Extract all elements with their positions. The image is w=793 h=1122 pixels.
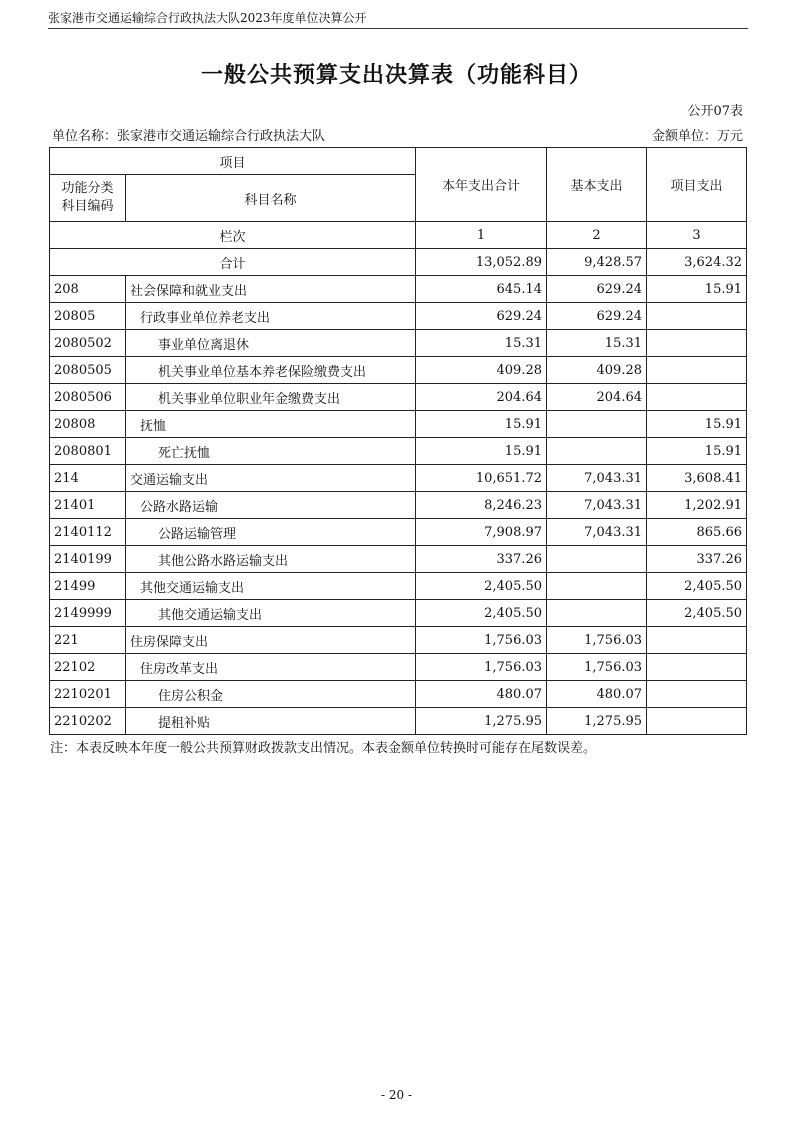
table-row	[50, 654, 747, 681]
subject-code: 2080506	[50, 384, 126, 411]
basic-amount	[547, 573, 647, 600]
project-amount	[647, 330, 747, 357]
basic-amount: 7,043.31	[547, 465, 647, 492]
subject-name: 事业单位离退休	[126, 330, 416, 357]
project-amount	[647, 654, 747, 681]
table-row	[50, 384, 747, 411]
subject-name: 抚恤	[126, 411, 416, 438]
table-row	[50, 708, 747, 735]
header-basic: 基本支出	[547, 148, 647, 222]
table-row	[50, 492, 747, 519]
basic-amount: 480.07	[547, 681, 647, 708]
project-amount: 15.91	[647, 411, 747, 438]
project-amount: 865.66	[647, 519, 747, 546]
unit-name: 单位名称：张家港市交通运输综合行政执法大队	[52, 129, 326, 144]
table-row	[50, 411, 747, 438]
total-amount: 204.64	[416, 384, 547, 411]
project-amount: 2,405.50	[647, 600, 747, 627]
column-number-row	[50, 222, 747, 249]
subject-name: 死亡抚恤	[126, 438, 416, 465]
project-amount: 337.26	[647, 546, 747, 573]
basic-amount	[547, 411, 647, 438]
project-amount: 2,405.50	[647, 573, 747, 600]
column-number-1: 1	[416, 222, 547, 249]
table-row	[50, 330, 747, 357]
basic-amount	[547, 600, 647, 627]
total-amount: 645.14	[416, 276, 547, 303]
total-amount: 8,246.23	[416, 492, 547, 519]
header-function-code: 功能分类科目编码	[50, 175, 126, 222]
amount-unit: 金额单位：万元	[651, 129, 743, 144]
project-amount	[647, 357, 747, 384]
subject-name: 其他公路水路运输支出	[126, 546, 416, 573]
subject-name: 交通运输支出	[126, 465, 416, 492]
sum-total: 13,052.89	[416, 249, 547, 276]
column-number-3: 3	[647, 222, 747, 249]
subject-code: 2149999	[50, 600, 126, 627]
table-row	[50, 276, 747, 303]
total-amount: 2,405.50	[416, 573, 547, 600]
subject-code: 2080502	[50, 330, 126, 357]
header-rule	[48, 28, 748, 29]
table-number: 公开07表	[687, 104, 743, 119]
project-amount: 15.91	[647, 276, 747, 303]
running-header: 张家港市交通运输综合行政执法大队2023年度单位决算公开	[48, 11, 367, 25]
sum-project: 3,624.32	[647, 249, 747, 276]
subject-code: 20805	[50, 303, 126, 330]
subject-code: 2140199	[50, 546, 126, 573]
basic-amount	[547, 438, 647, 465]
sum-label: 合计	[50, 249, 416, 276]
subject-name: 公路运输管理	[126, 519, 416, 546]
table-row	[50, 546, 747, 573]
table-row	[50, 627, 747, 654]
table-row	[50, 303, 747, 330]
basic-amount: 629.24	[547, 303, 647, 330]
project-amount: 3,608.41	[647, 465, 747, 492]
basic-amount: 409.28	[547, 357, 647, 384]
basic-amount: 7,043.31	[547, 492, 647, 519]
subject-code: 2140112	[50, 519, 126, 546]
basic-amount	[547, 546, 647, 573]
subject-name: 提租补贴	[126, 708, 416, 735]
subject-name: 住房公积金	[126, 681, 416, 708]
basic-amount: 1,756.03	[547, 627, 647, 654]
page-number: - 20 -	[380, 1088, 412, 1102]
subject-code: 21499	[50, 573, 126, 600]
project-amount	[647, 681, 747, 708]
project-amount: 1,202.91	[647, 492, 747, 519]
table-row	[50, 600, 747, 627]
basic-amount: 629.24	[547, 276, 647, 303]
total-amount: 409.28	[416, 357, 547, 384]
total-amount: 15.91	[416, 411, 547, 438]
total-amount: 1,756.03	[416, 627, 547, 654]
subject-name: 社会保障和就业支出	[126, 276, 416, 303]
total-amount: 1,756.03	[416, 654, 547, 681]
basic-amount: 15.31	[547, 330, 647, 357]
subject-code: 2080801	[50, 438, 126, 465]
table-row	[50, 357, 747, 384]
page-title: 一般公共预算支出决算表（功能科目）	[200, 63, 592, 88]
column-number-2: 2	[547, 222, 647, 249]
total-amount: 7,908.97	[416, 519, 547, 546]
table-row	[50, 519, 747, 546]
subject-name: 公路水路运输	[126, 492, 416, 519]
total-amount: 2,405.50	[416, 600, 547, 627]
basic-amount: 1,275.95	[547, 708, 647, 735]
header-project: 项目	[50, 148, 416, 175]
subject-code: 214	[50, 465, 126, 492]
total-amount: 480.07	[416, 681, 547, 708]
subject-code: 2080505	[50, 357, 126, 384]
column-label: 栏次	[50, 222, 416, 249]
project-amount	[647, 627, 747, 654]
subject-name: 机关事业单位职业年金缴费支出	[126, 384, 416, 411]
sum-basic: 9,428.57	[547, 249, 647, 276]
header-subject-name: 科目名称	[126, 175, 416, 222]
table-row	[50, 573, 747, 600]
subject-name: 其他交通运输支出	[126, 600, 416, 627]
total-amount: 10,651.72	[416, 465, 547, 492]
basic-amount: 1,756.03	[547, 654, 647, 681]
subject-name: 住房改革支出	[126, 654, 416, 681]
total-amount: 629.24	[416, 303, 547, 330]
sum-row	[50, 249, 747, 276]
subject-code: 221	[50, 627, 126, 654]
header-project-expenditure: 项目支出	[647, 148, 747, 222]
subject-name: 其他交通运输支出	[126, 573, 416, 600]
project-amount: 15.91	[647, 438, 747, 465]
project-amount	[647, 384, 747, 411]
project-amount	[647, 303, 747, 330]
footnote: 注：本表反映本年度一般公共预算财政拨款支出情况。本表金额单位转换时可能存在尾数误差。	[50, 741, 597, 756]
subject-name: 行政事业单位养老支出	[126, 303, 416, 330]
subject-name: 机关事业单位基本养老保险缴费支出	[126, 357, 416, 384]
total-amount: 15.91	[416, 438, 547, 465]
table-row	[50, 438, 747, 465]
subject-code: 22102	[50, 654, 126, 681]
subject-code: 208	[50, 276, 126, 303]
header-row-1	[50, 148, 747, 175]
header-total: 本年支出合计	[416, 148, 547, 222]
subject-code: 20808	[50, 411, 126, 438]
total-amount: 337.26	[416, 546, 547, 573]
subject-code: 2210202	[50, 708, 126, 735]
total-amount: 15.31	[416, 330, 547, 357]
subject-code: 21401	[50, 492, 126, 519]
table-row	[50, 465, 747, 492]
total-amount: 1,275.95	[416, 708, 547, 735]
subject-name: 住房保障支出	[126, 627, 416, 654]
subject-code: 2210201	[50, 681, 126, 708]
expenditure-table	[49, 147, 747, 735]
project-amount	[647, 708, 747, 735]
table-row	[50, 681, 747, 708]
basic-amount: 204.64	[547, 384, 647, 411]
basic-amount: 7,043.31	[547, 519, 647, 546]
